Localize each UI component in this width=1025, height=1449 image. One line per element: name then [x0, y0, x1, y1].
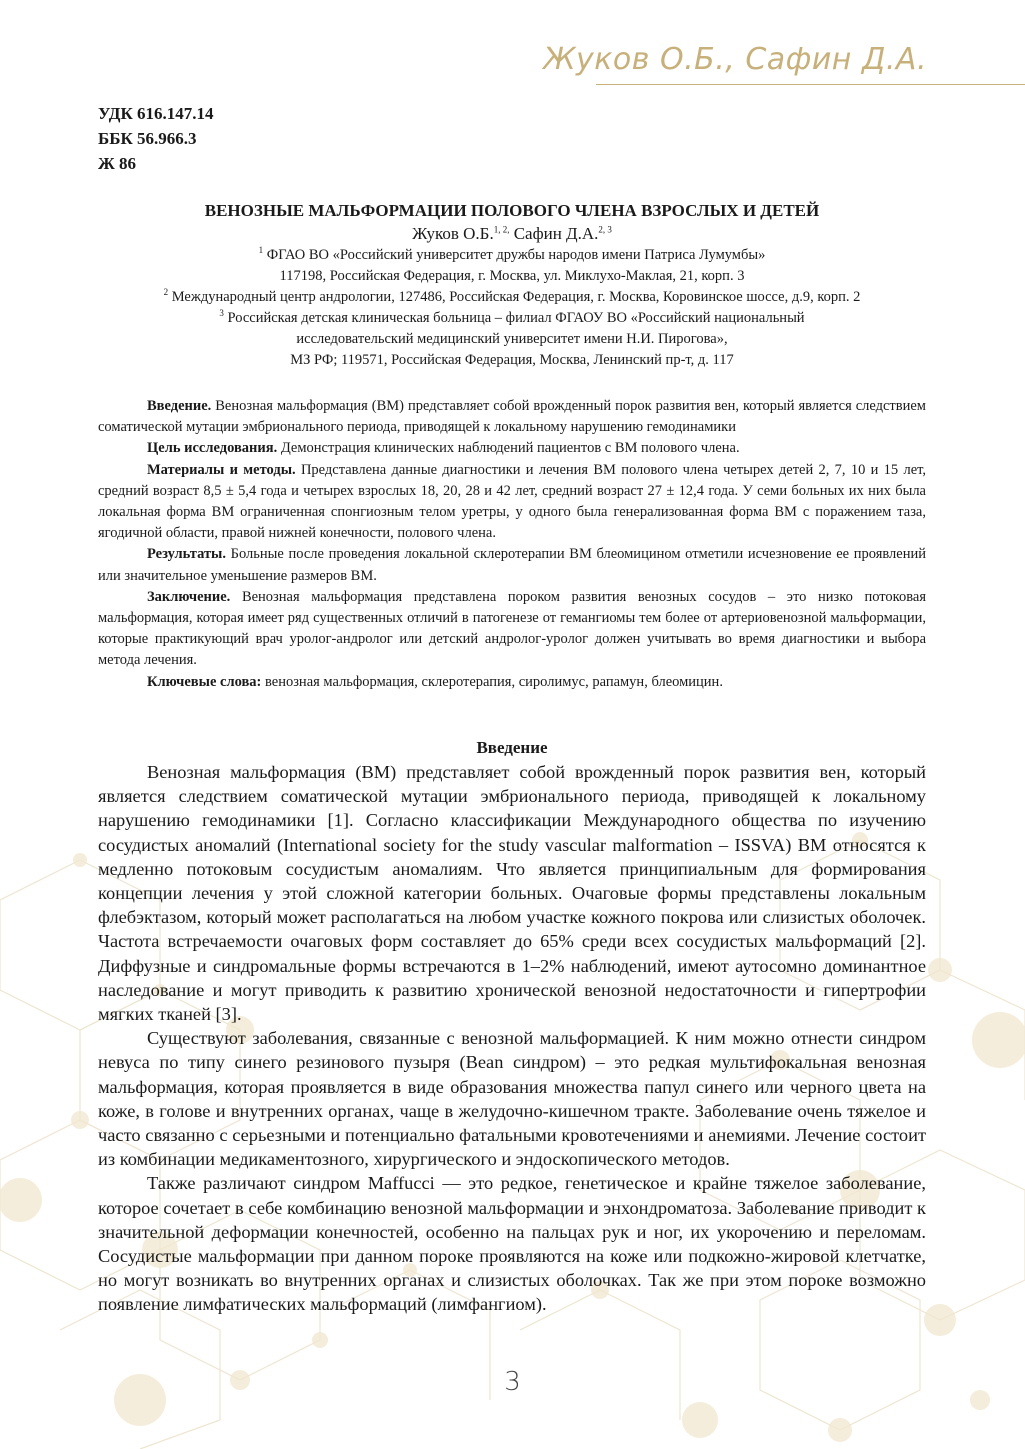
abstract-methods: [98, 460, 926, 545]
article-title: ВЕНОЗНЫЕ МАЛЬФОРМАЦИИ ПОЛОВОГО ЧЛЕНА ВЗРОСЛЫХ И ДЕТЕЙ: [204, 201, 820, 220]
abstract-text: Больные после проведения локальной склеротерапии ВМ блеомицином отметили исчезновение ее проявлений или значительное уменьшение размеров ВМ.: [98, 546, 926, 584]
author-name: Жуков О.Б.: [412, 224, 494, 243]
abstract-keywords: [98, 672, 926, 693]
abstract-label: Материалы и методы.: [147, 461, 296, 478]
author-mark: Ж 86: [98, 154, 137, 173]
running-head: Жуков О.Б., Сафин Д.А.: [543, 42, 927, 77]
abstract-label: Результаты.: [147, 546, 227, 563]
affiliation-3-address: МЗ РФ; 119571, Российская Федерация, Москва, Ленинский пр-т, д. 117: [290, 352, 734, 368]
author-name: Сафин Д.А.: [513, 224, 599, 243]
abstract: [98, 396, 926, 693]
author-affiliation-index: 1, 2,: [493, 224, 510, 235]
body-paragraph: Венозная мальформация (ВМ) представляет собой врожденный порок развития вен, который является следствием соматической мутации эмбрионального периода, приводящей к локальному нарушению гемодинамики [1]. Согласно классификации Международного общества по изучению сосудистых аномалий (International society for the study vascular malformation – ISSVA) ВМ относятся к медленно потоковым сосудистым аномалиям. Что является принципиальным для формирования концепции лечения у этой сложной категории больных. Очаговые формы представлены локальным флебэктазом, который может располагаться на любом участке кожного покрова или слизистых оболочек. Частота встречаемости очаговых форм составляет до 65% среди всех сосудистых мальформаций [2]. Диффузные и синдромальные формы встречаются в 1–2% наблюдений, имеют аутосомно доминантное наследование и могут приводить к развитию хронической венозной недостаточности и гипертрофии мягких тканей [3].: [98, 762, 926, 1025]
abstract-label: Введение.: [147, 398, 212, 414]
abstract-label: Ключевые слова:: [147, 673, 262, 690]
running-head-rule: [596, 84, 1025, 85]
section-heading: Введение: [476, 738, 548, 757]
abstract-text: Демонстрация клинических наблюдений пациентов с ВМ полового члена.: [280, 440, 740, 457]
affiliation-text: ФГАО ВО «Российский университет дружбы народов имени Патриса Лумумбы»: [266, 247, 766, 263]
affiliation-1-address: 117198, Российская Федерация, г. Москва, ул. Миклухо-Маклая, 21, корп. 3: [279, 268, 745, 284]
article-header: [98, 199, 926, 371]
affiliation-3-line2: исследовательский медицинский университет имени Н.И. Пирогова»,: [296, 331, 728, 347]
abstract-text: Венозная мальформация (ВМ) представляет собой врожденный порок развития вен, который является следствием соматической мутации эмбрионального периода, приводящей к локальному нарушению гемодинамики: [98, 398, 926, 436]
body-text: [98, 760, 926, 1317]
abstract-introduction: [98, 396, 926, 438]
abstract-label: Заключение.: [147, 588, 231, 605]
abstract-text: Представлена данные диагностики и лечения ВМ полового члена четырех детей 2, 7, 10 и 15 лет, средний возраст 8,5 ± 5,4 года и четырех взрослых 18, 20, 28 и 42 лет, средний возраст 27 ± 12,4 года. У семи больных их них была локальная форма ВМ ограниченная спонгиозным телом уретры, у одного была генерализованная форма ВМ с поражением таза, ягодичной области, правой нижней конечности, полового члена.: [98, 461, 926, 542]
affiliation-2: [98, 287, 926, 308]
affiliation-1: [98, 245, 926, 266]
udc-code: УДК 616.147.14: [98, 104, 214, 123]
abstract-results: [98, 544, 926, 586]
affiliation-text: Российская детская клиническая больница – филиал ФГАОУ ВО «Российский национальный: [227, 310, 805, 326]
abstract-label: Цель исследования.: [147, 440, 278, 457]
affiliation-index: 2: [163, 287, 169, 298]
authors-line: [98, 223, 926, 245]
classification-block: [98, 101, 214, 176]
abstract-text: Венозная мальформация представлена пороком развития венозных сосудов – это низко потоковая мальформация, которая имеет ряд существенных отличий в патогенезе от гемангиомы тем более от артериовенозной мальформации, которые практикующий врач уролог-андролог или детский андролог-уролог должен учитывать во время диагностики и выбора метода лечения.: [98, 588, 926, 669]
affiliation-text: Международный центр андрологии, 127486, Российская Федерация, г. Москва, Коровинское шоссе, д.9, корп. 2: [171, 289, 861, 305]
affiliation-index: 3: [219, 308, 224, 319]
abstract-aim: [98, 438, 926, 459]
affiliation-3: [98, 308, 926, 329]
author-affiliation-index: 2, 3: [598, 224, 612, 235]
bbk-code: ББК 56.966.3: [98, 129, 197, 148]
affiliation-index: 1: [258, 245, 264, 256]
abstract-text: венозная мальформация, склеротерапия, сиролимус, рапамун, блеомицин.: [265, 673, 723, 690]
abstract-conclusion: [98, 587, 926, 672]
page-number: 3: [504, 1367, 521, 1397]
body-paragraph: Также различают синдром Maffucci — это редкое, генетическое и крайне тяжелое заболевание, которое сочетает в себе комбинацию венозной мальформации и энхондроматоза. Заболевание приводит к значительной деформации конечностей, особенно на пальцах рук и ног, их укорочению и переломам. Сосудистые мальформации при данном пороке проявляются на коже или подкожно-жировой клетчатке, но могут возникать во внутренних органах и слизистых оболочках. Так же при этом пороке возможно появление лимфатических мальформаций (лимфангиом).: [98, 1173, 926, 1315]
body-paragraph: Существуют заболевания, связанные с венозной мальформацией. К ним можно отнести синдром невуса по типу синего резинового пузыря (Bean синдром) – это редкая мультифокальная венозная мальформация, которая проявляется в виде образования множества папул синего или черного цвета на коже, в голове и внутренних органах, чаще в желудочно-кишечном тракте. Заболевание очень тяжелое и часто связанно с серьезными и потенциально фатальными кровотечениями и анемиями. Лечение состоит из комбинации медикаментозного, хирургического и эндоскопического методов.: [98, 1028, 926, 1170]
